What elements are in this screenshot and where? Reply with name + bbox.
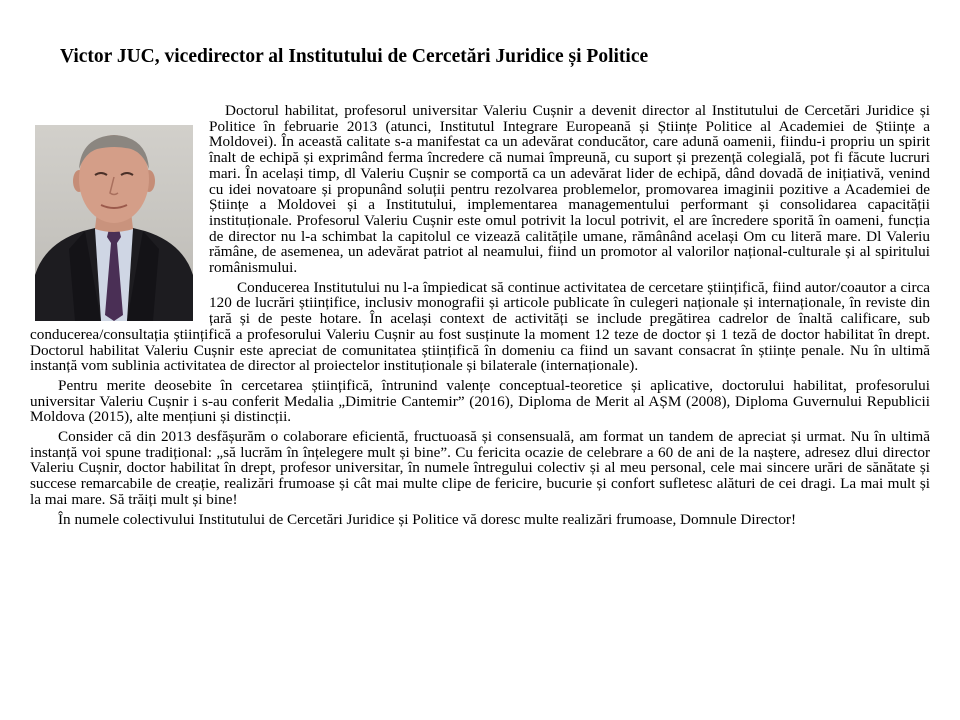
paragraph-3: Pentru merite deosebite în cercetarea științifică, întrunind valențe conceptual-teoretice și aplicative, doctorului habilitat, profesorului universitar Valeriu Cușnir i s-au conferit Medalia „Dimitrie Cantemir” (2016), Diploma de Merit al AȘM (2008), Diploma Guvernului Republicii Moldova (2015), alte mențiuni și distincții. [30,376,930,426]
paragraph-5: În numele colectivului Institutului de Cercetări Juridice și Politice vă doresc multe realizări frumoase, Domnule Director! [58,510,797,528]
paragraph-4: Consider că din 2013 desfășurăm o colaborare eficientă, fructuoasă și consensuală, am format un tandem de apreciat și urmat. Nu în ultimă instanță voi spune tradițional: „să lucrăm în înțelegere mult și bine”. Cu fericita ocazie de celebrare a 60 de ani de la naștere, adresez dlui director Valeriu Cușnir, doctor habilitat în drept, profesor universitar, în numele întregului colectiv și al meu personal, cele mai sincere urări de sănătate și succese remarcabile de creație, realizări frumoase și cât mai multe clipe de fericire, bucurie și confort sufletesc alături de cei dragi. La mai mult și la mai mare. Să trăiți mult și bine! [30,428,930,508]
paragraph-2: Conducerea Institutului nu l-a împiedicat să continue activitatea de cercetare științifică, fiind autor/coautor a circa 120 de lucrări științifice, inclusiv monografii și articole publicate în culegeri naționale și internaționale, în reviste din țară și de peste hotare. În același context de activități se include pregătirea cadrelor de înaltă calificare, sub conducerea/consultația științifică a profesorului Valeriu Cușnir au fost susținute la moment 12 teze de doctor și 1 teză de doctor habilitat în drept. Doctorul habilitat Valeriu Cușnir este apreciat de comunitatea științifică în domeniu ca fiind un savant consacrat în științe penale. Nu în ultimă instanță vom sublinia activitatea de director al proiectelor instituționale și bilaterale (internaționale). [30,278,930,375]
portrait-photo [35,125,193,321]
portrait-illustration [35,125,193,321]
paragraph-1: Doctorul habilitat, profesorul universitar Valeriu Cușnir a devenit director al Institutului de Cercetări Juridice și Politice în februarie 2013 (atunci, Institutul Integrare Europeană și Științe Politice al Academiei de Științe a Moldovei). În această calitate s-a manifestat ca un adevărat conducător, care adună oamenii, fiindu-i propriu un spirit înalt de echipă și exprimând ferma încredere că numai împreună, cu suport și prezență colegială, pot fi făcute lucruri mari. În același timp, dl Valeriu Cușnir se comportă ca un adevărat lider de echipă, dând dovadă de inițiativă, venind cu idei novatoare și propunând soluții pentru rezolvarea problemelor, promovarea imaginii pozitive a Academiei de Științe a Moldovei și a Institutului, implementarea managementului performant și consolidarea capacității instituționale. Profesorul Valeriu Cușnir este omul potrivit la locul potrivit, el are încredere sporită în oameni, funcția de director nu l-a schimbat la capitolul ce vizează calitățile umane, rămânând același Om cu literă mare. Dl Valeriu rămâne, de asemenea, un adevărat patriot al neamului, fiind un promotor al valorilor național-culturale și al spiritului românismului. [209,102,930,277]
article-body [30,103,930,531]
page-title: Victor JUC, vicedirector al Institutului de Cercetări Juridice și Politice [60,46,649,67]
